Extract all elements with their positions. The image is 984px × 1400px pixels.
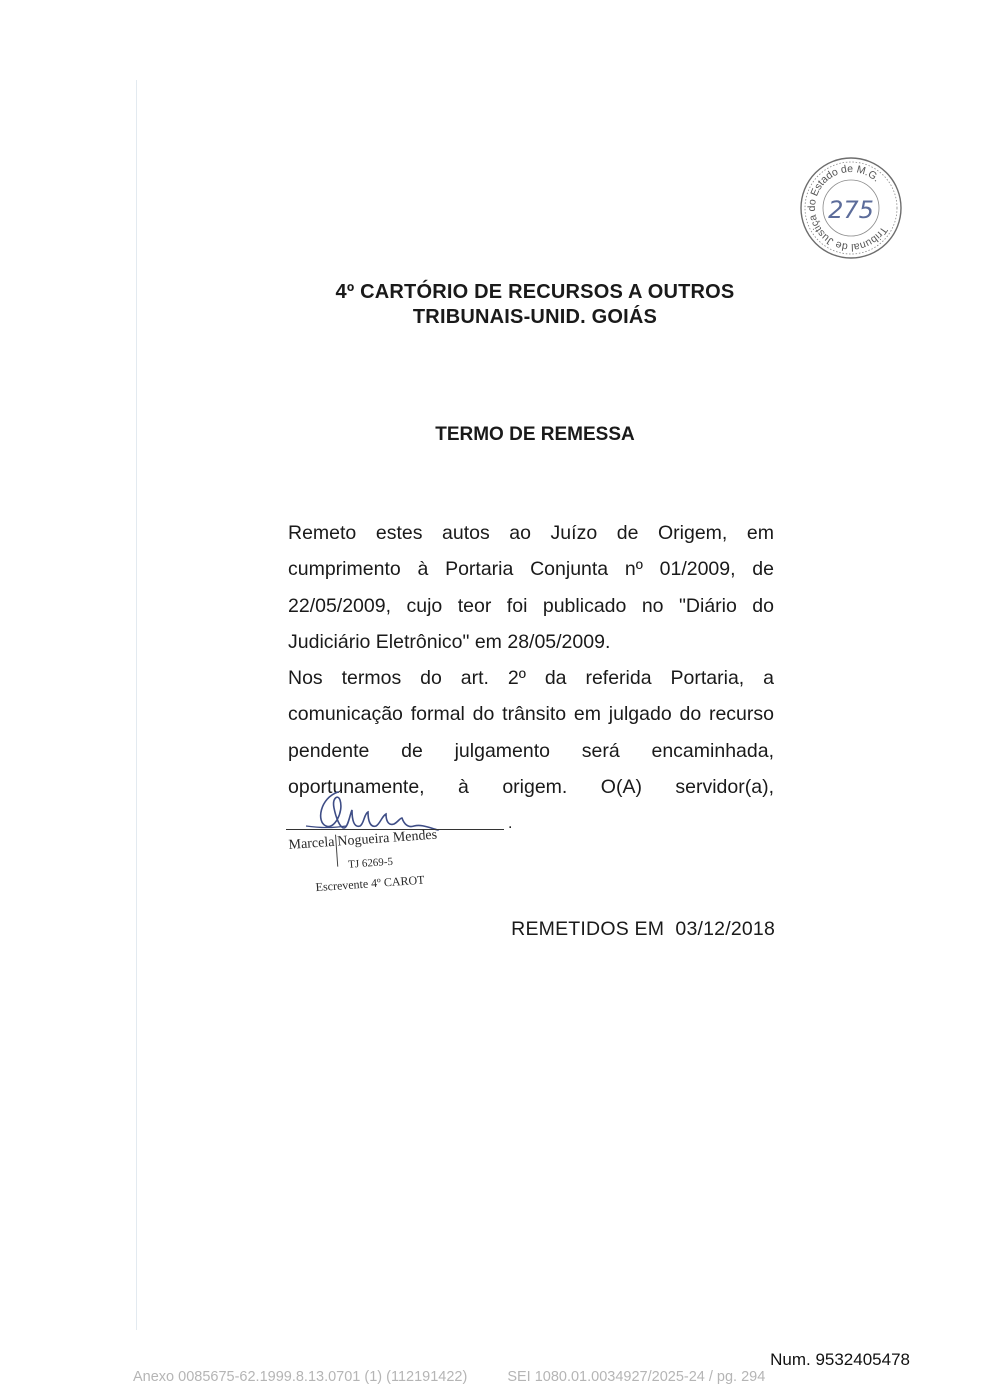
stamp-name-part2: Nogueira Mendes	[336, 827, 438, 850]
dispatch-date-line: REMETIDOS EM 03/12/2018	[511, 918, 775, 940]
stamp-name-part1: Marcela	[288, 834, 335, 853]
stamp-registration: TJ 6269-5	[347, 855, 394, 871]
seal-page-number: 275	[828, 196, 874, 224]
footer-sei: SEI 1080.01.0034927/2025-24 / pg. 294	[507, 1369, 766, 1385]
signature-line-end: .	[508, 815, 513, 832]
body-paragraph-2: Nos termos do art. 2º da referida Portaria, a comunicação formal do trânsito em julgado do recurso pendente de julgamento será encaminhada, oportunamente, à origem. O(A) servidor(a),	[288, 667, 774, 799]
document-title: TERMO DE REMESSA	[435, 424, 635, 445]
court-seal-icon	[796, 156, 906, 260]
body-paragraph-1: Remeto estes autos ao Juízo de Origem, em cumprimento à Portaria Conjunta nº 01/2009, de 22/05/2009, cujo teor foi publicado no "Diário do Judiciário Eletrônico" em 28/05/2009.	[288, 522, 774, 653]
office-header-line1: 4º CARTÓRIO DE RECURSOS A OUTROS	[335, 281, 735, 303]
seal-ring-text: Tribunal de Justiça do Estado de M.G.	[805, 162, 890, 254]
footer-watermark	[133, 1369, 765, 1385]
office-header	[290, 280, 780, 330]
signature-stamp	[288, 823, 472, 903]
stamp-role: Escrevente 4º CAROT	[315, 872, 425, 895]
office-header-line2: TRIBUNAIS-UNID. GOIÁS	[412, 306, 658, 328]
document-body	[288, 515, 774, 805]
scan-margin-line	[136, 80, 137, 1330]
footer-annex: Anexo 0085675-62.1999.8.13.0701 (1) (112191422)	[133, 1369, 468, 1385]
document-number: Num. 9532405478	[770, 1350, 910, 1369]
